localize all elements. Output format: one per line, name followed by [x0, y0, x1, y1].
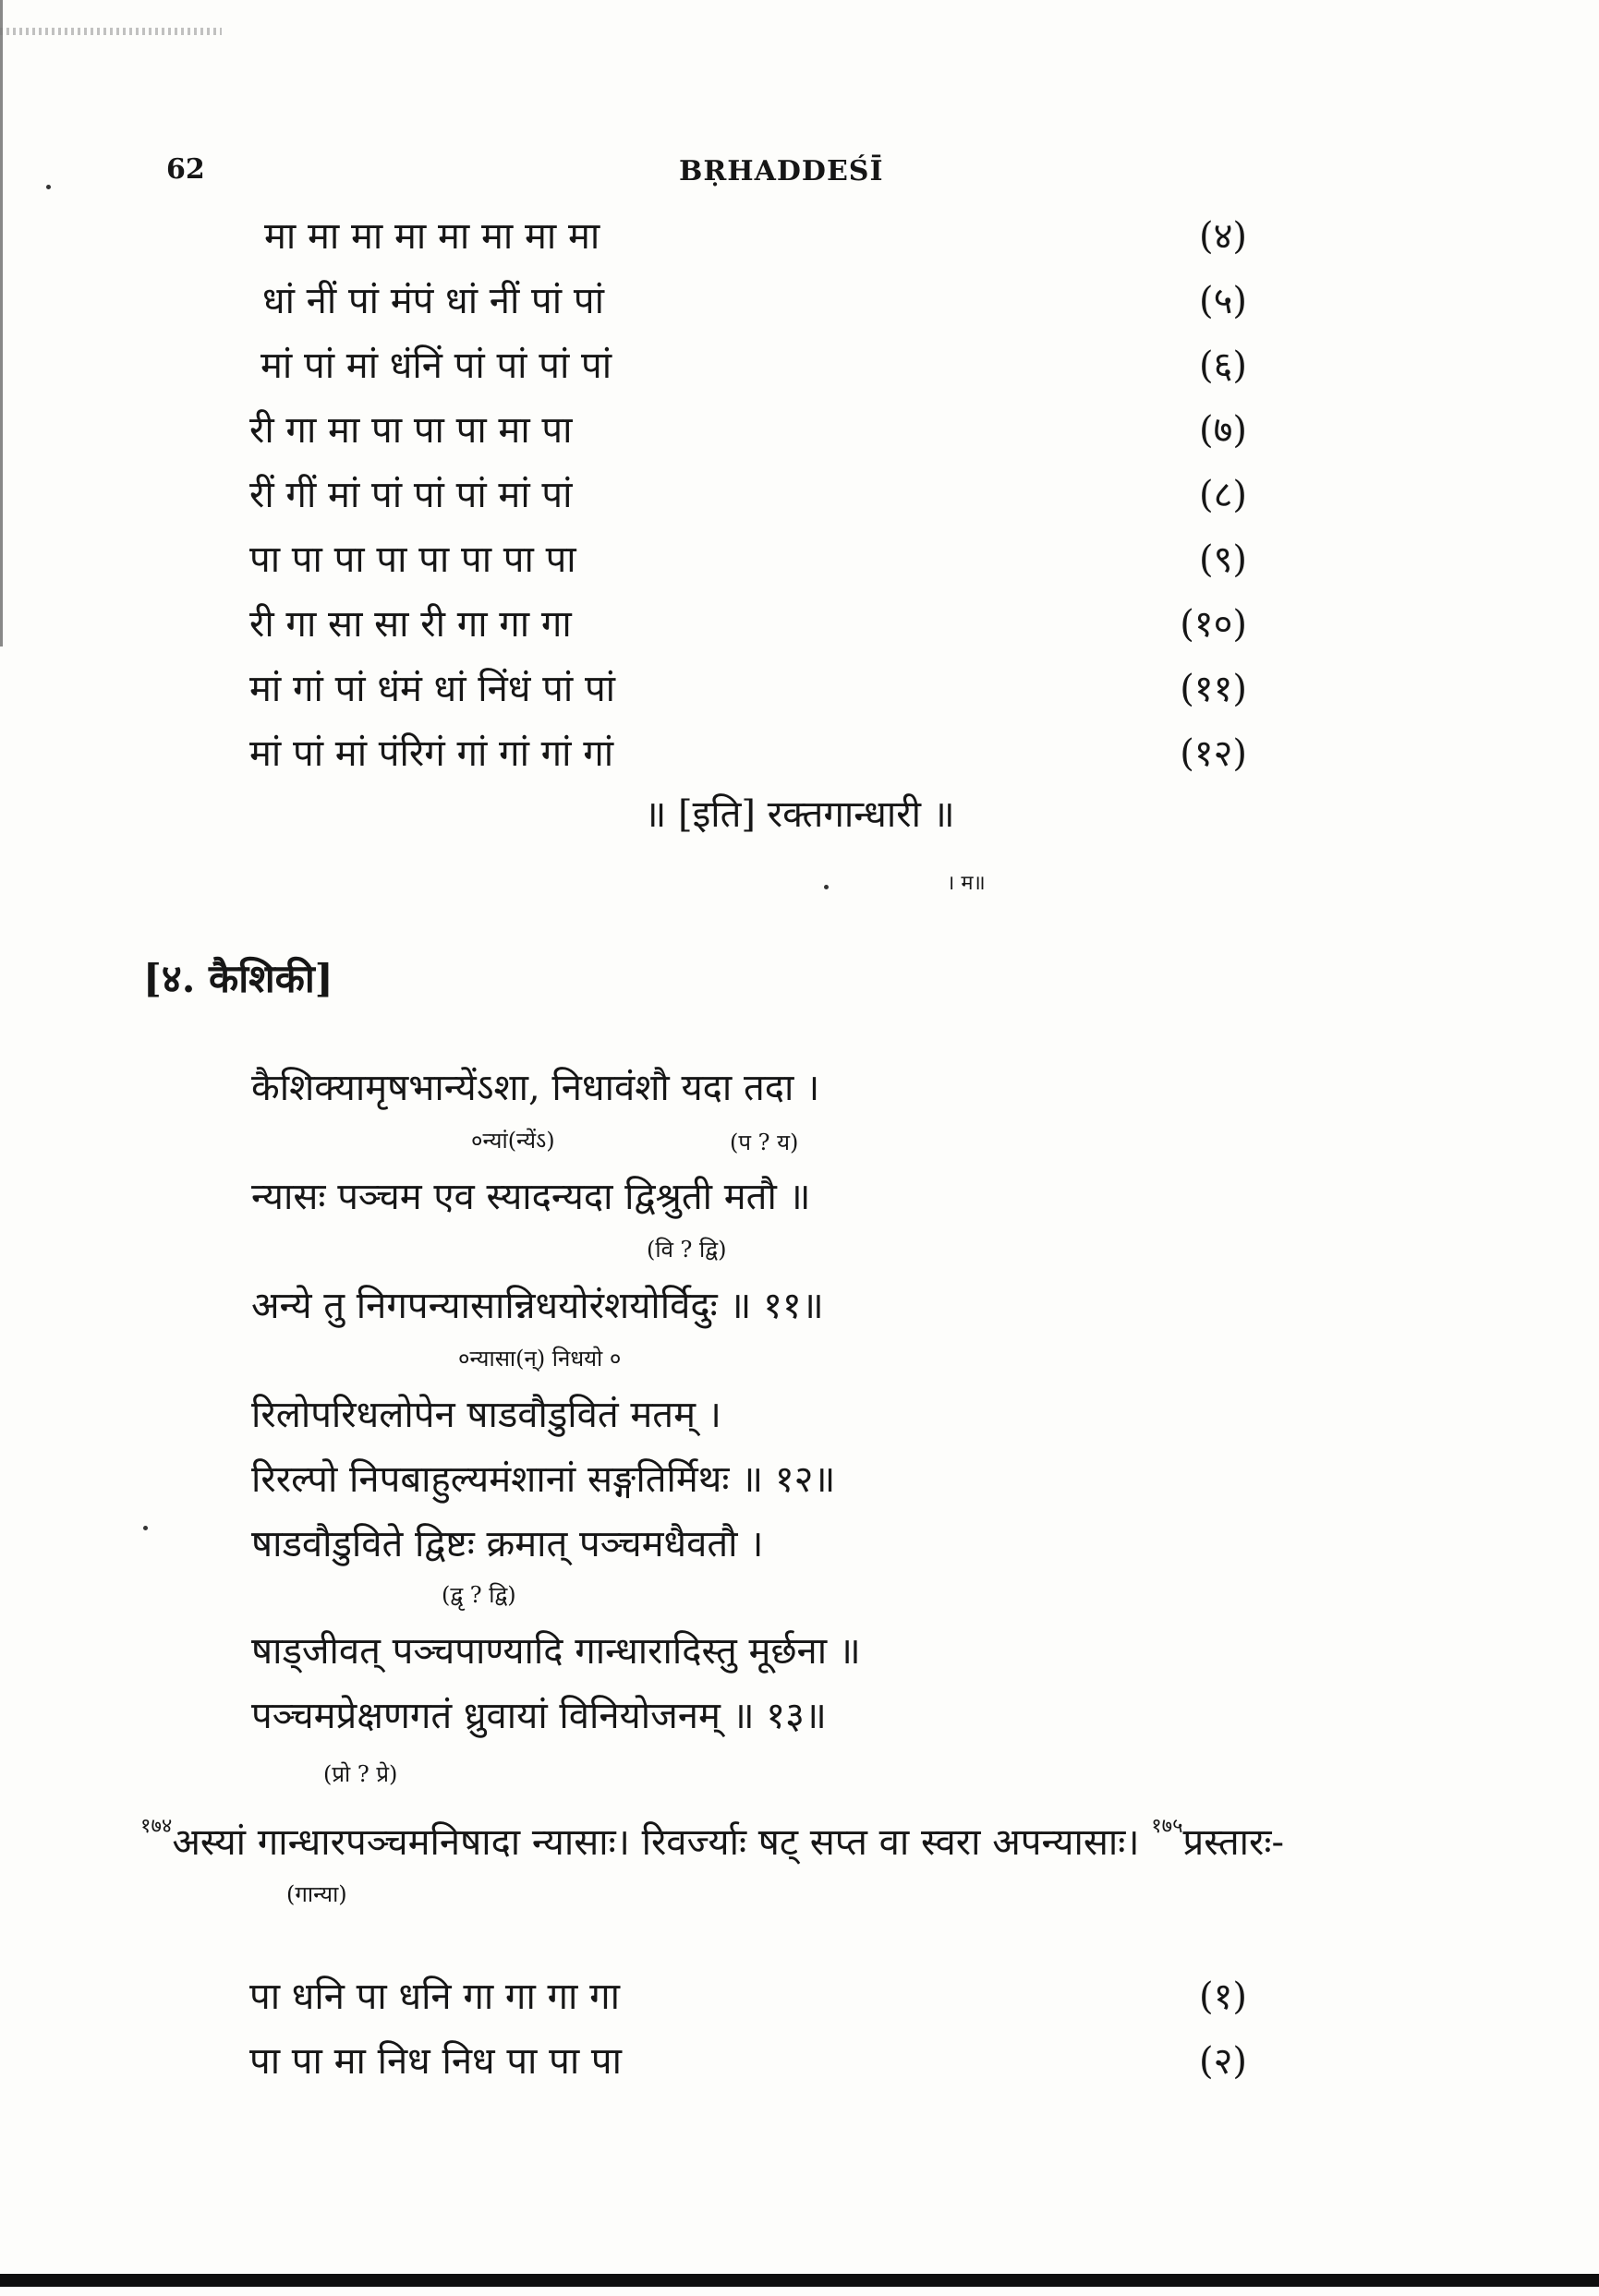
verse-line: रिलोपरिधलोपेन षाडवौडुवितं मतम् । [251, 1394, 721, 1436]
variant-reading: (गान्या) [286, 1881, 347, 1907]
notation-notes: मां पां मां धंनिं पां पां पां पां [260, 344, 612, 387]
variant-reading: ०न्यासा(न्) निधयो ० [458, 1346, 622, 1372]
verse-line: कैशिक्यामृषभान्येंऽशा, निधावंशौ यदा तदा । [251, 1067, 820, 1109]
speck [46, 185, 51, 189]
notation-row [249, 661, 1266, 713]
notation-notes: पा धनि पा धनि गा गा गा गा [249, 1976, 621, 2018]
variant-reading: (प ? य) [730, 1130, 799, 1155]
notation-row [249, 273, 1266, 325]
notation-number: (६) [1198, 344, 1247, 387]
notation-row [249, 1969, 1266, 2021]
footnote-marker: १७५ [1151, 1815, 1183, 1838]
page-number: 62 [166, 153, 205, 186]
notation-number: (५) [1198, 280, 1247, 322]
speck [143, 1526, 148, 1530]
notation-notes: री गा मा पा पा पा मा पा [249, 409, 573, 452]
verse-line: अन्ये तु निगपन्यासान्निधयोरंशयोर्विदुः ॥ ११॥ [251, 1285, 824, 1327]
scan-top-noise [0, 28, 222, 35]
notation-row [249, 403, 1266, 454]
footnote-marker: १७४ [140, 1815, 173, 1838]
notation-row [249, 597, 1266, 648]
verse-line: रिरल्पो निपबाहुल्यमंशानां सङ्गतिर्मिथः ॥ १२॥ [251, 1458, 836, 1501]
notation-number: (११) [1180, 668, 1247, 710]
small-mark: । म॥ [947, 872, 986, 895]
notation-number: (१०) [1180, 603, 1247, 646]
verse-line: न्यासः पञ्चम एव स्यादन्यदा द्विश्रुती मतौ ॥ [251, 1176, 811, 1218]
notation-number: (९) [1198, 538, 1247, 581]
notation-notes: धां नीं पां मंपं धां नीं पां पां [262, 280, 604, 322]
notation-number: (७) [1198, 409, 1247, 452]
notation-notes: री गा सा सा री गा गा गा [249, 603, 572, 646]
prose-text: अस्यां गान्धारपञ्चमनिषादा न्यासाः। रिवर्ज्याः षट् सप्त वा स्वरा अपन्यासाः। [172, 1821, 1152, 1864]
variant-reading: (द्वृ ? द्वि) [442, 1582, 516, 1608]
notation-row [249, 338, 1266, 390]
notation-number: (८) [1198, 474, 1247, 516]
notation-row [249, 467, 1266, 519]
notation-number: (१२) [1180, 732, 1247, 775]
notation-row [249, 2034, 1266, 2085]
running-title: BṚHADDEŚĪ [679, 155, 884, 187]
section-heading: [४. कैशिकी] [143, 956, 333, 1001]
variant-reading: (प्रो ? प्रे) [323, 1761, 398, 1787]
notation-notes: रीं गीं मां पां पां पां मां पां [249, 474, 573, 516]
notation-row [249, 209, 1266, 260]
notation-number: (२) [1198, 2040, 1247, 2083]
verse-line: षाड्जीवत् पञ्चपाण्यादि गान्धारादिस्तु मूर्छना ॥ [251, 1630, 861, 1673]
notation-notes: मां पां मां पंरिगं गां गां गां गां [249, 732, 614, 775]
notation-notes: पा पा मा निध निध पा पा पा [249, 2040, 623, 2083]
verse-line: पञ्चमप्रेक्षणगतं ध्रुवायां विनियोजनम् ॥ १३॥ [251, 1695, 827, 1737]
notation-row [249, 726, 1266, 778]
notation-row [249, 532, 1266, 584]
verse-line: षाडवौडुविते द्विष्टः क्रमात् पञ्चमधैवतौ । [251, 1523, 764, 1565]
variant-reading: ०न्यां(न्येंऽ) [471, 1128, 555, 1154]
notation-notes: मां गां पां धंमं धां निंधं पां पां [249, 668, 616, 710]
prose-text: प्रस्तारः- [1182, 1821, 1284, 1864]
prose-paragraph [140, 1815, 1284, 1866]
speck [824, 885, 829, 889]
colophon: ॥ [इति] रक्तगान्धारी ॥ [644, 793, 955, 836]
notation-number: (४) [1198, 215, 1247, 258]
notation-number: (१) [1198, 1976, 1247, 2018]
scan-edge-shadow [0, 0, 16, 647]
notation-notes: मा मा मा मा मा मा मा मा [264, 215, 600, 258]
notation-notes: पा पा पा पा पा पा पा पा [249, 538, 576, 581]
scan-bottom-border [0, 2274, 1599, 2287]
variant-reading: (वि ? द्वि) [647, 1237, 727, 1263]
